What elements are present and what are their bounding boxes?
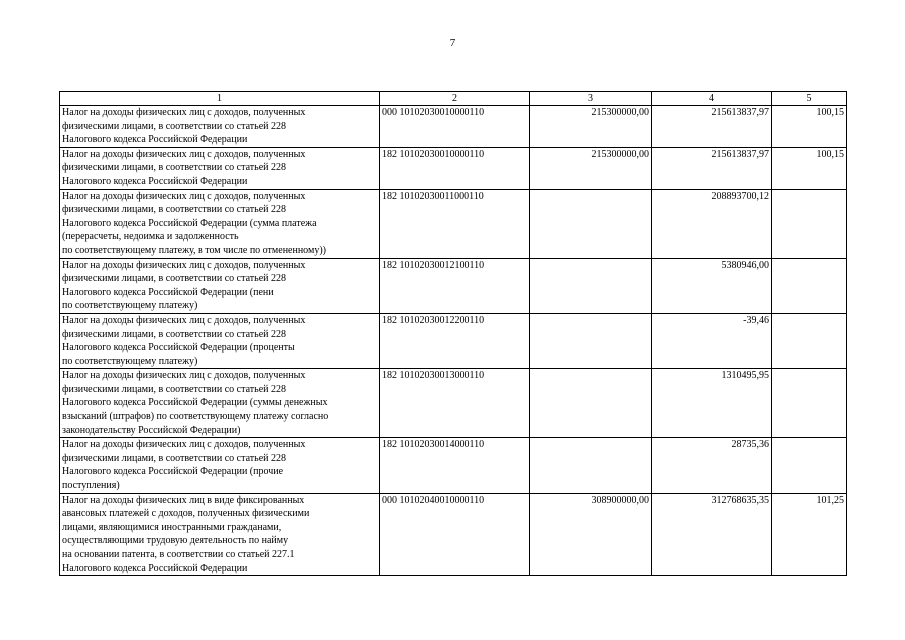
income-name: Налог на доходы физических лиц с доходов, полученных физическими лицами, в соответствии со статьей 228 Налогового кодекса Российской Федерации xyxy=(60,106,380,148)
execution-percent xyxy=(772,369,847,438)
column-header: 4 xyxy=(652,92,772,106)
planned-amount xyxy=(530,258,652,313)
table-row xyxy=(60,106,847,148)
page-number: 7 xyxy=(449,37,456,49)
table-row xyxy=(60,369,847,438)
execution-percent xyxy=(772,258,847,313)
column-header: 5 xyxy=(772,92,847,106)
table-row xyxy=(60,189,847,258)
income-name: Налог на доходы физических лиц в виде фиксированных авансовых платежей с доходов, полученных физическими лицами, являющимися иностранными гражданами, осуществляющими трудовую деятельность по найму на основании патента, в соответствии со статьей 227.1 Налогового кодекса Российской Федерации xyxy=(60,493,380,576)
actual-amount: 208893700,12 xyxy=(652,189,772,258)
income-name: Налог на доходы физических лиц с доходов, полученных физическими лицами, в соответствии со статьей 228 Налогового кодекса Российской Федерации (пени по соответствующему платежу) xyxy=(60,258,380,313)
budget-code: 182 10102030012200110 xyxy=(380,313,530,368)
income-name: Налог на доходы физических лиц с доходов, полученных физическими лицами, в соответствии со статьей 228 Налогового кодекса Российской Федерации (прочие поступления) xyxy=(60,438,380,493)
planned-amount: 308900000,00 xyxy=(530,493,652,576)
budget-code: 182 10102030012100110 xyxy=(380,258,530,313)
actual-amount: -39,46 xyxy=(652,313,772,368)
table-row xyxy=(60,147,847,189)
column-header: 3 xyxy=(530,92,652,106)
income-name: Налог на доходы физических лиц с доходов, полученных физическими лицами, в соответствии со статьей 228 Налогового кодекса Российской Федерации (сумма платежа (перерасчеты, недоимка и задолженность по соответствующему платежу, в том числе по отмененному)) xyxy=(60,189,380,258)
planned-amount xyxy=(530,369,652,438)
income-name: Налог на доходы физических лиц с доходов, полученных физическими лицами, в соответствии со статьей 228 Налогового кодекса Российской Федерации (суммы денежных взысканий (штрафов) по соответствующему платежу согласно законодательству Российской Федерации) xyxy=(60,369,380,438)
execution-percent: 100,15 xyxy=(772,147,847,189)
execution-percent xyxy=(772,189,847,258)
actual-amount: 1310495,95 xyxy=(652,369,772,438)
planned-amount: 215300000,00 xyxy=(530,147,652,189)
execution-percent: 100,15 xyxy=(772,106,847,148)
table-row xyxy=(60,313,847,368)
execution-percent xyxy=(772,313,847,368)
revenue-table xyxy=(59,91,847,576)
planned-amount xyxy=(530,189,652,258)
actual-amount: 312768635,35 xyxy=(652,493,772,576)
budget-code: 182 10102030013000110 xyxy=(380,369,530,438)
header-row xyxy=(60,92,847,106)
budget-code: 000 10102030010000110 xyxy=(380,106,530,148)
execution-percent xyxy=(772,438,847,493)
column-header: 2 xyxy=(380,92,530,106)
actual-amount: 215613837,97 xyxy=(652,147,772,189)
income-name: Налог на доходы физических лиц с доходов, полученных физическими лицами, в соответствии со статьей 228 Налогового кодекса Российской Федерации xyxy=(60,147,380,189)
actual-amount: 215613837,97 xyxy=(652,106,772,148)
column-header: 1 xyxy=(60,92,380,106)
planned-amount xyxy=(530,438,652,493)
planned-amount xyxy=(530,313,652,368)
planned-amount: 215300000,00 xyxy=(530,106,652,148)
table-row xyxy=(60,258,847,313)
actual-amount: 28735,36 xyxy=(652,438,772,493)
budget-code: 182 10102030011000110 xyxy=(380,189,530,258)
execution-percent: 101,25 xyxy=(772,493,847,576)
table-row xyxy=(60,493,847,576)
budget-code: 000 10102040010000110 xyxy=(380,493,530,576)
income-name: Налог на доходы физических лиц с доходов, полученных физическими лицами, в соответствии со статьей 228 Налогового кодекса Российской Федерации (проценты по соответствующему платежу) xyxy=(60,313,380,368)
budget-code: 182 10102030014000110 xyxy=(380,438,530,493)
table-row xyxy=(60,438,847,493)
actual-amount: 5380946,00 xyxy=(652,258,772,313)
budget-code: 182 10102030010000110 xyxy=(380,147,530,189)
